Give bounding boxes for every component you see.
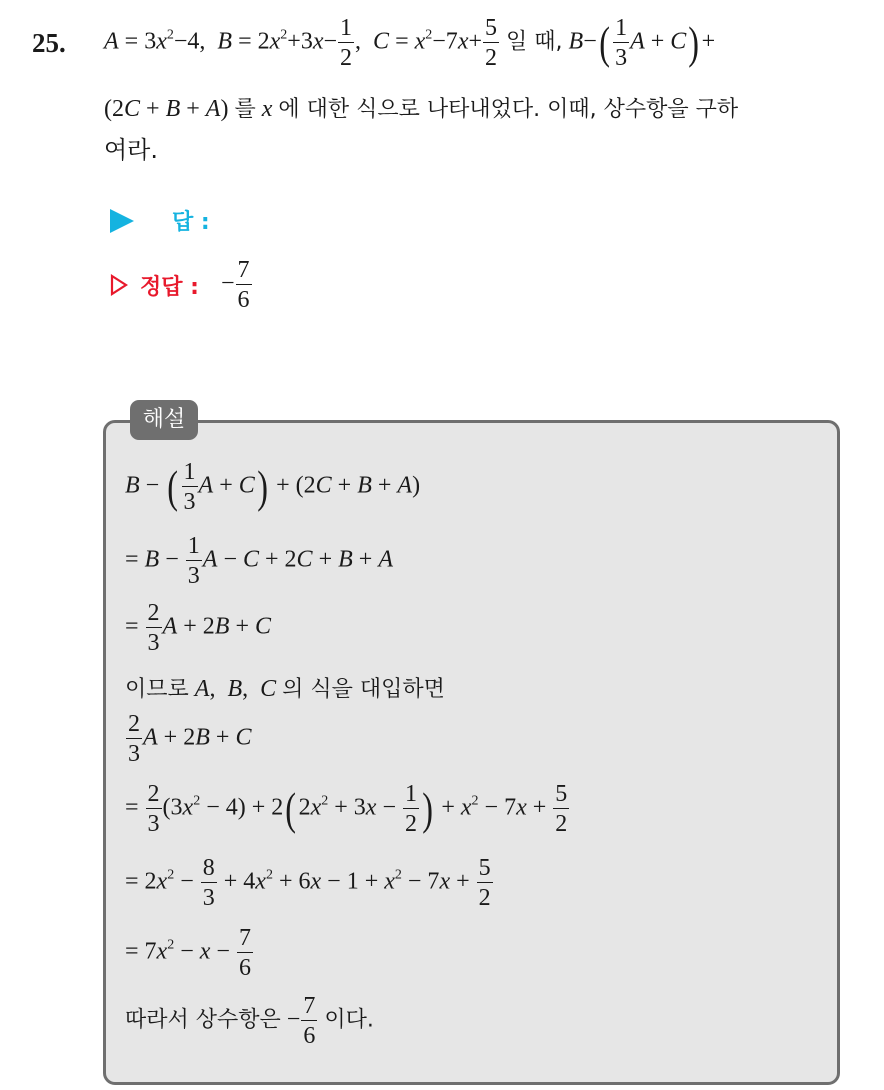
solution-line-5: $\frac{2}{3}$ A + 2B + C	[128, 711, 252, 767]
question-line-2: (2C + B + A) 를 x 에 대한 식으로 나타내었다. 이때, 상수항을 구하	[104, 96, 739, 122]
question-number: 25.	[32, 28, 66, 58]
solution-line-9: 따라서 상수항은 − $\frac{7}{6}$ 이다.	[125, 993, 374, 1049]
question-line-3: 여라.	[104, 136, 158, 164]
solution-line-3: = $\frac{2}{3}$ A + 2B + C	[125, 600, 271, 656]
solution-line-6: = $\frac{2}{3}$ $(3x^2 - 4) + 2(2x^2 + 3x$ − $\frac{1}{2}$ ) + $x^2 - 7x$ + $\frac{5}{2}$	[125, 781, 568, 837]
answer-row	[110, 205, 210, 236]
solution-line-8: = $7x^2 - x$ − $\frac{7}{6}$	[125, 925, 251, 981]
play-triangle-icon	[110, 209, 134, 233]
correct-answer-label: 정답 :	[140, 274, 199, 300]
solution-tab: 해설	[130, 400, 198, 440]
outline-triangle-icon	[110, 274, 128, 296]
solution-line-2: = B − $\frac{1}{3}$ A − C + 2C + B + A	[125, 533, 393, 589]
question-line-1: $A = 3x^2-4$, $B = 2x^2+3x-$ $\frac{1}{2}$ , $C = x^2-7x+$ $\frac{5}{2}$ 일 때, B−( $\frac{1}{3}$ A + C)+	[104, 15, 716, 71]
correct-answer-value: − $\frac{7}{6}$	[220, 257, 250, 313]
solution-line-7: = $2x^2$ − $\frac{8}{3}$ + $4x^2 + 6x - 1 + x^2 - 7x$ + $\frac{5}{2}$	[125, 855, 491, 911]
solution-line-4: 이므로 A, B, C 의 식을 대입하면	[125, 676, 445, 702]
solution-line-1: B − ( $\frac{1}{3}$ A + C) + (2C + B + A)	[125, 459, 421, 515]
answer-label: 답 :	[172, 210, 210, 235]
correct-answer-row	[110, 258, 253, 312]
